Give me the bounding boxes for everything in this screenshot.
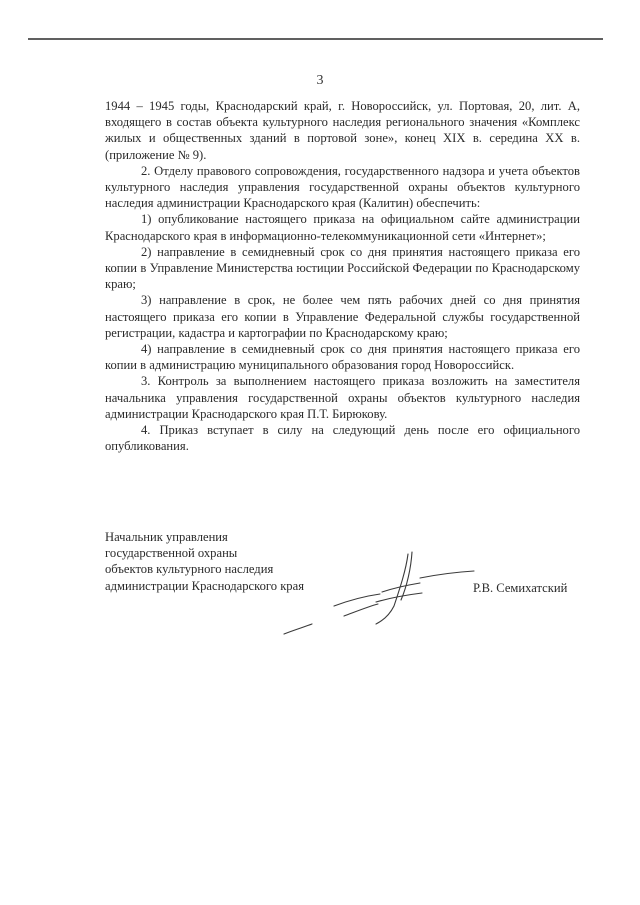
paragraph-subitem-1: 1) опубликование настоящего приказа на официальном сайте администрации Краснодарского края в информационно-телекоммуникационной сети «Интернет»; xyxy=(105,212,580,243)
paragraph-continuation: 1944 – 1945 годы, Краснодарский край, г. Новороссийск, ул. Портовая, 20, лит. А, входящего в состав объекта культурного наследия регионального значения «Комплекс жилых и общественных зданий в портовой зоне», конец XIX в. середина XX в. (приложение № 9). xyxy=(105,99,580,162)
signatory-title-line: государственной охраны xyxy=(105,546,238,561)
document-body xyxy=(105,98,580,454)
handwritten-signature xyxy=(270,548,480,638)
scan-top-edge-line xyxy=(28,38,603,40)
paragraph-item-4: 4. Приказ вступает в силу на следующий день после его официального опубликования. xyxy=(105,423,580,454)
signatory-title-line: объектов культурного наследия xyxy=(105,562,274,577)
signatory-title-line: администрации Краснодарского края xyxy=(105,578,304,593)
signatory-name: Р.В. Семихатский xyxy=(473,581,568,595)
paragraph-subitem-4: 4) направление в семидневный срок со дня принятия настоящего приказа его копии в администрацию муниципального образования город Новороссийск. xyxy=(105,342,580,373)
paragraph-item-2: 2. Отделу правового сопровождения, государственного надзора и учета объектов культурного наследия управления государственной охраны объектов культурного наследия администрации Краснодарского края (Калитин) обеспечить: xyxy=(105,163,580,211)
paragraph-subitem-2: 2) направление в семидневный срок со дня принятия настоящего приказа его копии в Управление Министерства юстиции Российской Федерации по Краснодарскому краю; xyxy=(105,244,580,292)
page-number: 3 xyxy=(316,73,324,88)
paragraph-item-3: 3. Контроль за выполнением настоящего приказа возложить на заместителя начальника управления государственной охраны объектов культурного наследия администрации Краснодарского края П.Т. Бирюкову. xyxy=(105,374,580,421)
paragraph-subitem-3: 3) направление в срок, не более чем пять рабочих дней со дня принятия настоящего приказа его копии в Управление Федеральной службы государственной регистрации, кадастра и картографии по Краснодарскому краю; xyxy=(105,293,580,340)
signatory-title-line: Начальник управления xyxy=(105,530,228,544)
